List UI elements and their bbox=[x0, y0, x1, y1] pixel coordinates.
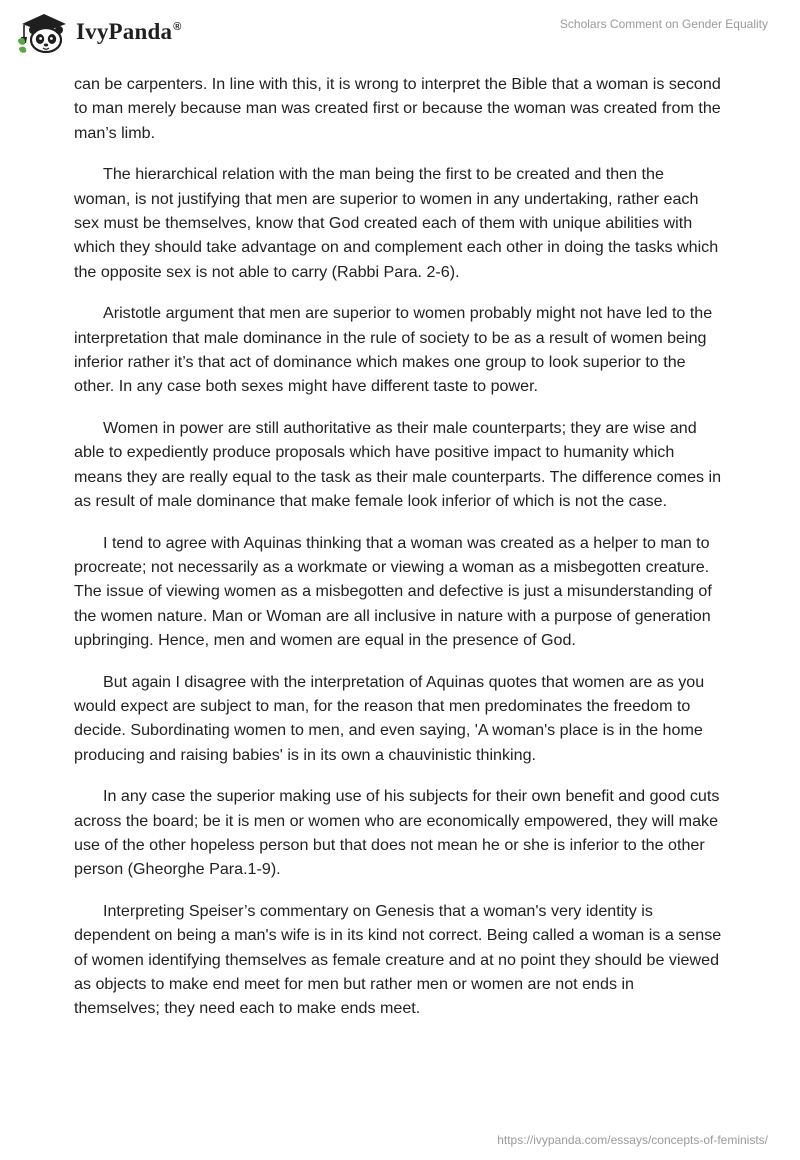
brand-label: IvyPanda bbox=[76, 19, 173, 44]
paragraph-continuation: can be carpenters. In line with this, it is wrong to interpret the Bible that a woman is second to man merely because man was created first or because the woman was created from the man’s limb. bbox=[74, 75, 721, 142]
registered-mark: ® bbox=[173, 21, 182, 34]
panda-graduation-cap-icon bbox=[14, 10, 70, 54]
essay-body bbox=[74, 72, 724, 1038]
paragraph: But again I disagree with the interpretation of Aquinas quotes that women are as you would expect are subject to man, for the reason that men predominates the freedom to decide. Subordinating women to men, and even saying, 'A woman's place is in the home producing and raising babies' is in its own a chauvinistic thinking. bbox=[74, 672, 705, 764]
paragraph: Aristotle argument that men are superior to women probably might not have led to the interpretation that male dominance in the rule of society to be as a result of women being inferior rather it’s that act of dominance which makes one group to look superior to the other. In any case both sexes might have different taste to power. bbox=[74, 304, 713, 396]
document-title: Scholars Comment on Gender Equality bbox=[559, 17, 768, 31]
ivypanda-logo[interactable] bbox=[14, 10, 182, 54]
paragraph: Interpreting Speiser’s commentary on Genesis that a woman's very identity is dependent on being a man's wife is in its kind not correct. Being called a woman is a sense of women identifying themselves as female creature and at no point they should be viewed as objects to make end meet for men but rather men or women are not ends in themselves; they need each to make ends meet. bbox=[74, 901, 722, 1018]
paragraph: Women in power are still authoritative as their male counterparts; they are wise and able to expediently produce proposals which have positive impact to humanity which means they are really equal to the task as their male counterparts. The difference comes in as result of male dominance that make female look inferior of which is not the case. bbox=[74, 418, 722, 511]
source-url[interactable]: https://ivypanda.com/essays/concepts-of-feminists/ bbox=[497, 1133, 768, 1147]
paragraph: In any case the superior making use of his subjects for their own benefit and good cuts across the board; be it is men or women who are economically empowered, they will make use of the other hopeless person but that does not mean he or she is inferior to the other person (Gheorghe Para.1-9). bbox=[74, 787, 720, 879]
paragraph: The hierarchical relation with the man being the first to be created and then the woman, is not justifying that men are superior to women in any undertaking, rather each sex must be themselves, know that God created each of them with unique abilities with which they should take advantage on and complement each other in doing the tasks which the opposite sex is not able to carry (Rabbi Para. 2-6). bbox=[74, 165, 719, 281]
brand-name bbox=[76, 19, 182, 45]
paragraph: I tend to agree with Aquinas thinking that a woman was created as a helper to man to procreate; not necessarily as a workmate or viewing a woman as a misbegotten creature. The issue of viewing women as a misbegotten and defective is just a misunderstanding of the women nature. Man or Woman are all inclusive in nature with a purpose of generation upbringing. Hence, men and women are equal in the presence of God. bbox=[74, 533, 712, 650]
page-header bbox=[0, 0, 800, 66]
